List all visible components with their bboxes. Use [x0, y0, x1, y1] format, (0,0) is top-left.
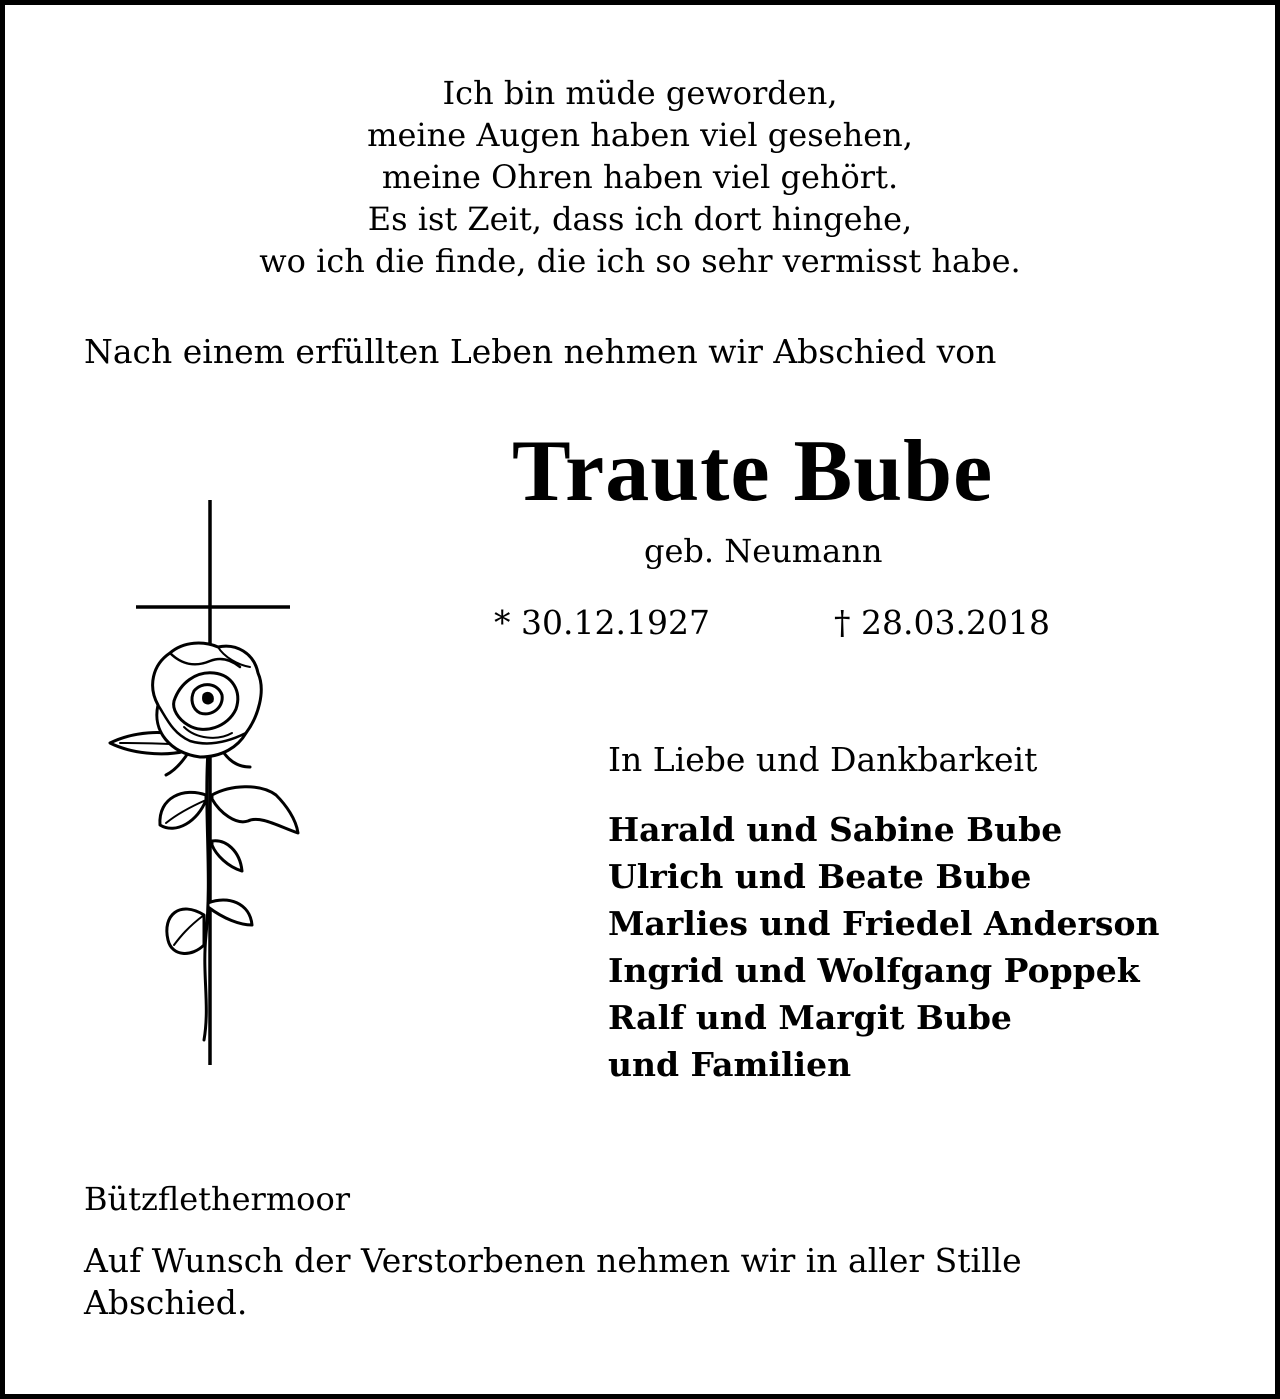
mourner-line: Ulrich und Beate Bube — [608, 857, 1032, 896]
place-name: Bützflethermoor — [84, 1180, 350, 1218]
cross-with-rose — [100, 495, 310, 1070]
death-date: † 28.03.2018 — [834, 603, 1050, 642]
mourner-line: Ralf und Margit Bube — [608, 998, 1012, 1037]
mourner-line: Harald und Sabine Bube — [608, 810, 1063, 849]
mourner-line: Marlies und Friedel Anderson — [608, 904, 1160, 943]
poem-line: meine Augen haben viel gesehen, — [367, 116, 913, 154]
note-line: Abschied. — [84, 1283, 248, 1322]
note-line: Auf Wunsch der Verstorbenen nehmen wir in aller Stille — [84, 1241, 1022, 1280]
poem-line: Es ist Zeit, dass ich dort hingehe, — [367, 200, 913, 238]
thanks-line: In Liebe und Dankbarkeit — [608, 740, 1038, 779]
mourners-list — [608, 806, 1159, 1088]
rose-icon — [110, 643, 298, 1040]
mourner-line: und Familien — [608, 1045, 852, 1084]
deceased-name: Traute Bube — [512, 423, 994, 520]
poem-line: meine Ohren haben viel gehört. — [381, 158, 899, 196]
poem-line: Ich bin müde geworden, — [442, 74, 838, 112]
poem — [0, 72, 1280, 282]
poem-line: wo ich die finde, die ich so sehr vermisst habe. — [259, 242, 1021, 280]
maiden-name: geb. Neumann — [644, 532, 883, 570]
birth-date: * 30.12.1927 — [494, 603, 710, 642]
cross-icon — [136, 500, 290, 1065]
mourner-line: Ingrid und Wolfgang Poppek — [608, 951, 1140, 990]
farewell-note — [84, 1240, 1022, 1324]
intro-text: Nach einem erfüllten Leben nehmen wir Abschied von — [84, 332, 997, 371]
